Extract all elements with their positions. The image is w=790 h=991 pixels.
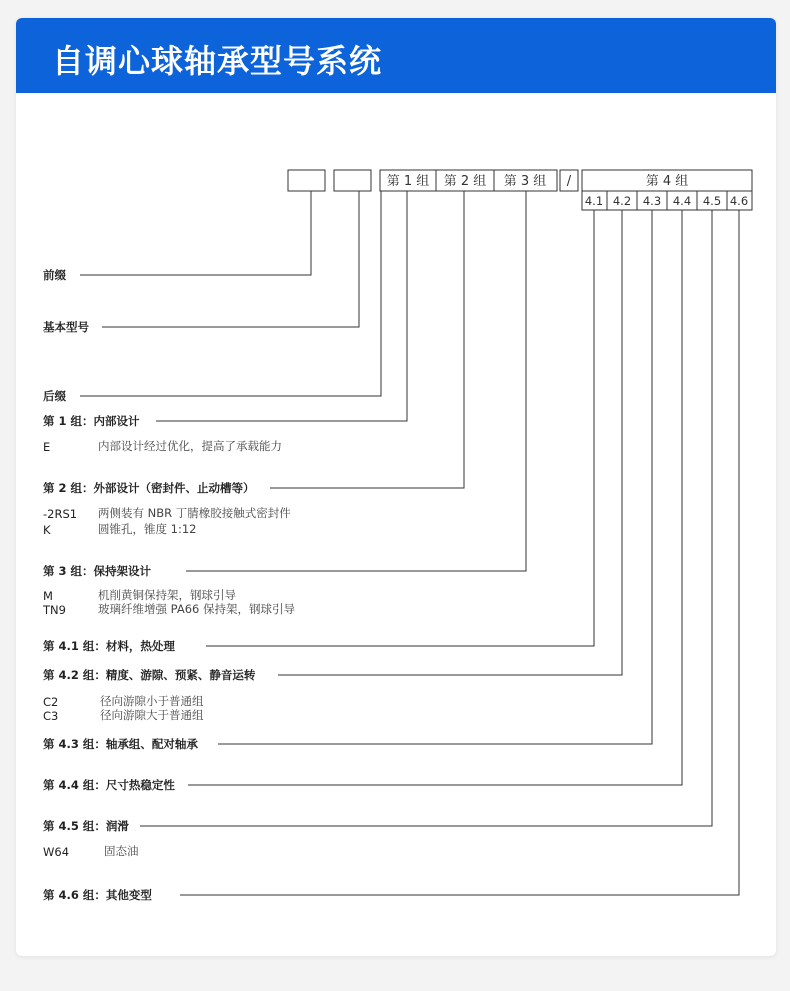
k-code: K — [43, 523, 51, 537]
group1-leader — [156, 191, 407, 421]
e-desc: 内部设计经过优化，提高了承载能力 — [98, 439, 282, 453]
tn9-code: TN9 — [43, 603, 66, 617]
suffix-label: 后缀 — [43, 389, 66, 403]
group46-title: 第 4.6 组：其他变型 — [43, 888, 152, 902]
sub44-label: 4.4 — [672, 194, 692, 208]
sub41-label: 4.1 — [584, 194, 604, 208]
group4-label: 第 4 组 — [645, 174, 689, 189]
card — [16, 18, 776, 956]
group2-title: 第 2 组：外部设计（密封件、止动槽等） — [43, 481, 255, 495]
basic-leader — [102, 191, 359, 327]
slash-label: / — [566, 174, 572, 189]
group45-title: 第 4.5 组：润滑 — [43, 819, 129, 833]
e-code: E — [43, 440, 51, 454]
group2-label: 第 2 组 — [443, 174, 487, 189]
basic-label: 基本型号 — [43, 320, 89, 334]
group46-leader — [180, 210, 739, 895]
k-desc: 圆锥孔，锥度 1:12 — [98, 522, 197, 536]
basic-box — [334, 170, 371, 191]
group1-label: 第 1 组 — [386, 174, 430, 189]
group44-title: 第 4.4 组：尺寸热稳定性 — [43, 778, 175, 792]
page-title: 自调心球轴承型号系统 — [52, 42, 383, 80]
m-desc: 机削黄铜保持架，钢球引导 — [98, 588, 236, 602]
group41-title: 第 4.1 组：材料，热处理 — [43, 639, 175, 653]
group43-leader — [218, 210, 652, 744]
prefix-box — [288, 170, 325, 191]
group1-title: 第 1 组：内部设计 — [43, 414, 140, 428]
group2-leader — [270, 191, 464, 488]
group43-title: 第 4.3 组：轴承组、配对轴承 — [43, 737, 198, 751]
sub42-label: 4.2 — [612, 194, 632, 208]
designation-diagram — [16, 18, 776, 956]
w64-desc: 固态油 — [104, 844, 139, 858]
group3-label: 第 3 组 — [503, 174, 547, 189]
c2-code: C2 — [43, 695, 59, 709]
m-code: M — [43, 589, 53, 603]
group44-leader — [188, 210, 682, 785]
c2-desc: 径向游隙小于普通组 — [100, 694, 204, 708]
sub43-label: 4.3 — [642, 194, 662, 208]
prefix-label: 前缀 — [43, 268, 66, 282]
sub46-label: 4.6 — [729, 194, 749, 208]
tn9-desc: 玻璃纤维增强 PA66 保持架，钢球引导 — [98, 602, 296, 616]
group42-title: 第 4.2 组：精度、游隙、预紧、静音运转 — [43, 668, 256, 682]
sub45-label: 4.5 — [702, 194, 722, 208]
rs1-desc: 两侧装有 NBR 丁腈橡胶接触式密封件 — [98, 506, 291, 520]
prefix-leader — [80, 191, 311, 275]
group3-title: 第 3 组：保持架设计 — [43, 564, 152, 578]
suffix-leader — [80, 191, 381, 396]
rs1-code: -2RS1 — [43, 507, 78, 521]
c3-desc: 径向游隙大于普通组 — [100, 708, 204, 722]
w64-code: W64 — [43, 845, 70, 859]
c3-code: C3 — [43, 709, 59, 723]
group42-leader — [278, 210, 622, 675]
